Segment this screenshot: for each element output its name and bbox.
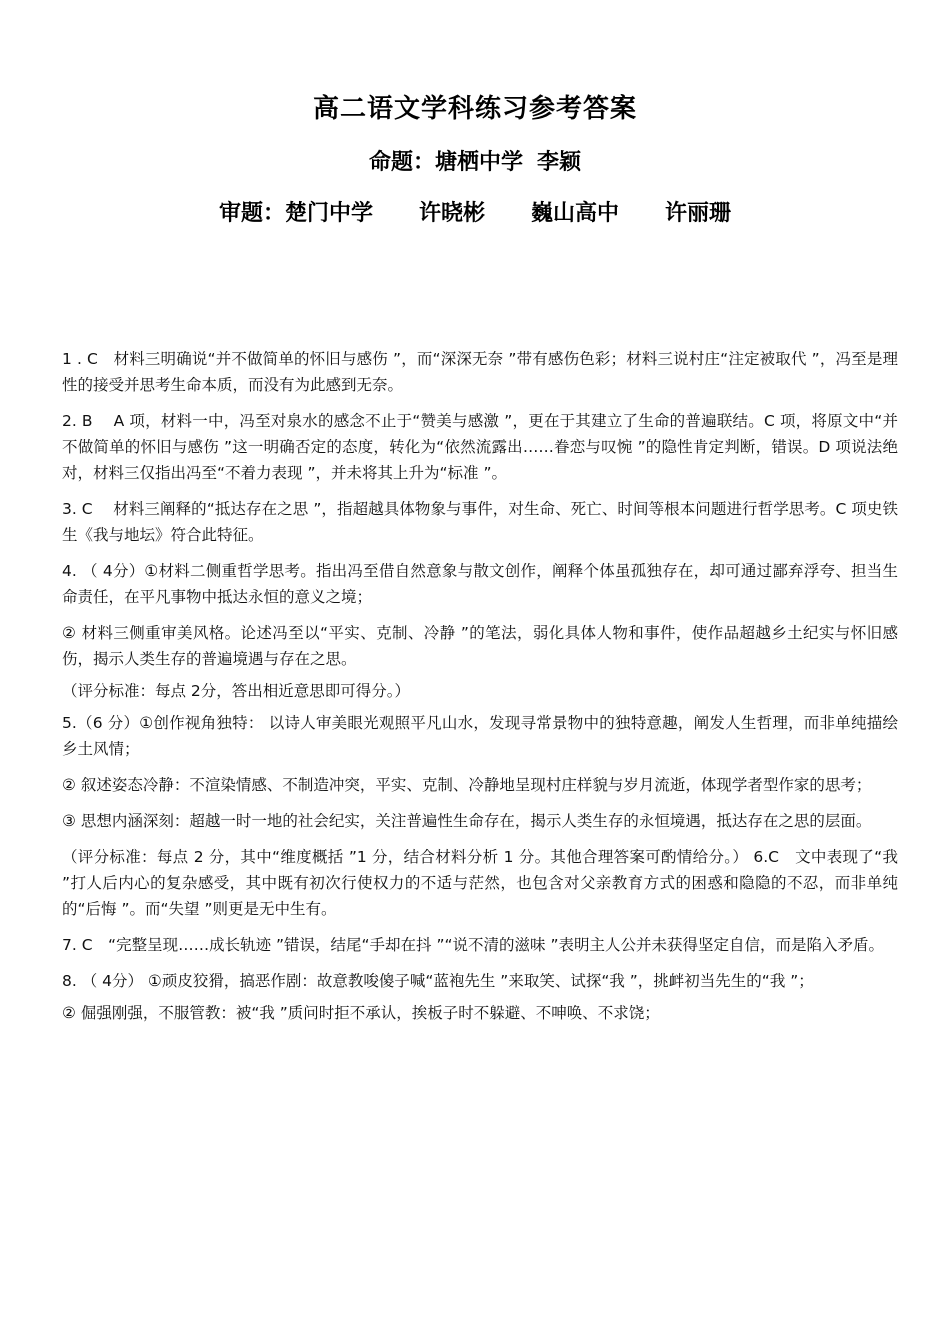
document-title: 高二语文学科练习参考答案: [312, 94, 637, 124]
reviewer-name-2: 许丽珊: [665, 201, 732, 226]
answer-4-scoring: （评分标准：每点 2分，答出相近意思即可得分。）: [62, 682, 411, 700]
answer-5-point-1: 5.（6 分）①创作视角独特： 以诗人审美眼光观照平凡山水，发现寻常景物中的独特意趣，阐发人生哲理，而非单纯描绘乡土风情；: [62, 714, 898, 758]
answer-1: 1 . C 材料三明确说“并不做简单的怀旧与感伤 ”，而“深深无奈 ”带有感伤色彩；材料三说村庄“注定被取代 ”，冯至是理性的接受并思考生命本质，而没有为此感到无奈。: [62, 350, 898, 394]
reviewer-name-1: 许晓彬: [418, 201, 485, 226]
reviewer-line: [0, 196, 950, 227]
answer-5-scoring-and-6: （评分标准：每点 2 分，其中“维度概括 ”1 分，结合材料分析 1 分。其他合理答案可酌情给分。） 6.C 文中表现了“我 ”打人后内心的复杂感受，其中既有初次行使权力的不适与茫然，也包含对父亲教育方式的困惑和隐隐的不忍，而非单纯的“后悔 ”。而“失望 ”则更是无中生有。: [62, 848, 898, 918]
author-line: [0, 145, 950, 176]
reviewer-school-2: 巍山高中: [531, 201, 620, 226]
answer-8-point-1: 8. （ 4分） ①顽皮狡猾，搞恶作剧：故意教唆傻子喊“蓝袍先生 ”来取笑、试探“我 ”，挑衅初当先生的“我 ”；: [62, 972, 814, 990]
answer-5-point-3: ③ 思想内涵深刻：超越一时一地的社会纪实，关注普遍性生命存在，揭示人类生存的永恒境遇，抵达存在之思的层面。: [62, 812, 872, 830]
answer-3: 3. C 材料三阐释的“抵达存在之思 ”，指超越具体物象与事件，对生命、死亡、时间等根本问题进行哲学思考。C 项史铁生《我与地坛》符合此特征。: [62, 500, 898, 544]
answers-body: [62, 346, 898, 1036]
review-label: 审题：楚门中学: [218, 201, 373, 226]
answer-8-point-2: ② 倔强刚强，不服管教：被“我 ”质问时拒不承认，挨板子时不躲避、不呻唤、不求饶；: [62, 1004, 660, 1022]
author-name: 李颖: [537, 150, 582, 175]
answer-7: 7. C “完整呈现……成长轨迹 ”错误，结尾“手却在抖 ”“说不清的滋味 ”表明主人公并未获得坚定自信，而是陷入矛盾。: [62, 936, 885, 954]
answer-2: 2. B A 项，材料一中，冯至对泉水的感念不止于“赞美与感激 ”，更在于其建立了生命的普遍联结。C 项，将原文中“并不做简单的怀旧与感伤 ”这一明确否定的态度，转化为“依然流露出……眷恋与叹惋 ”的隐性肯定判断，错误。D 项说法绝对，材料三仅指出冯至“不着力表现 ”，并未将其上升为“标准 ”。: [62, 412, 898, 482]
author-label: 命题：塘栖中学: [368, 150, 523, 175]
answer-4-point-2: ② 材料三侧重审美风格。论述冯至以“平实、克制、冷静 ”的笔法，弱化具体人物和事件，使作品超越乡土纪实与怀旧感伤，揭示人类生存的普遍境遇与存在之思。: [62, 624, 898, 668]
answer-4-point-1: 4. （ 4分）①材料二侧重哲学思考。指出冯至借自然意象与散文创作，阐释个体虽孤独存在，却可通过鄙弃浮夸、担当生命责任，在平凡事物中抵达永恒的意义之境；: [62, 562, 898, 606]
answer-5-point-2: ② 叙述姿态冷静：不渲染情感、不制造冲突，平实、克制、冷静地呈现村庄样貌与岁月流逝，体现学者型作家的思考；: [62, 776, 872, 794]
